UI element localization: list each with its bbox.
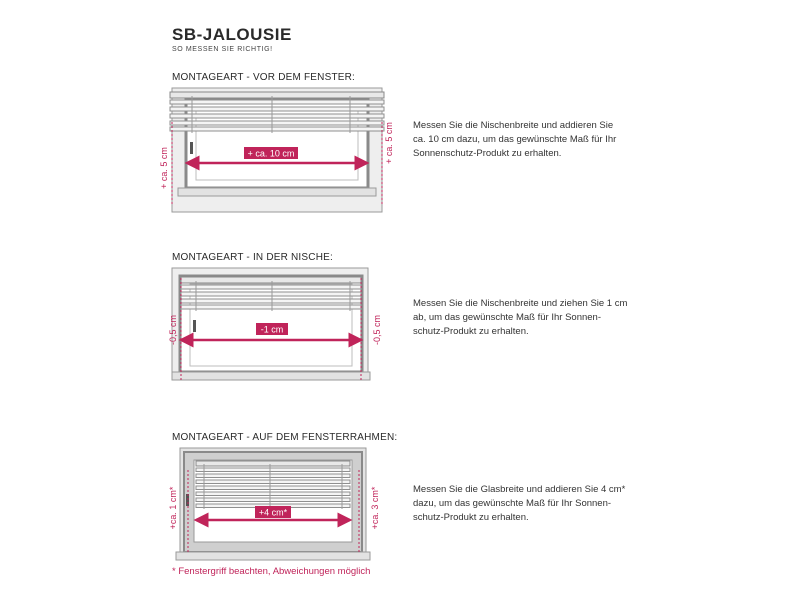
window-sill xyxy=(176,552,370,560)
width-label: -1 cm xyxy=(260,324,284,335)
section-description-1: Messen Sie die Nischenbreite und addieren Sie ca. 10 cm dazu, um das gewünschte Maß für Ihr Sonnenschutz-Produkt zu erhalten. xyxy=(413,120,617,159)
window-sill xyxy=(178,188,376,196)
footnote: * Fenstergriff beachten, Abweichungen möglich xyxy=(172,566,371,577)
section-heading-1: MONTAGEART - VOR DEM FENSTER: xyxy=(172,72,356,83)
window-sill xyxy=(172,372,370,380)
right-deduction-label: -0,5 cm xyxy=(372,314,382,346)
page-subtitle: SO MESSEN SIE RICHTIG! xyxy=(172,46,273,53)
left-offset-label: +ca. 1 cm* xyxy=(168,486,178,530)
left-overhang-label: + ca. 5 cm xyxy=(159,147,169,189)
window-handle-icon xyxy=(193,320,196,332)
section-description-3: Messen Sie die Glasbreite und addieren Sie 4 cm* dazu, um das gewünschte Maß für Ihr Sonnen- schutz-Produkt zu erhalten. xyxy=(413,484,626,523)
blind-slats xyxy=(196,468,350,508)
section-description-2: Messen Sie die Nischenbreite und ziehen Sie 1 cm ab, um das gewünschte Maß für Ihr Sonnen- schutz-Produkt zu erhalten. xyxy=(413,298,628,337)
left-deduction-label: -0,5 cm xyxy=(168,314,178,346)
blind-headrail xyxy=(170,92,384,98)
blind-headrail xyxy=(181,277,361,283)
width-label: + ca. 10 cm xyxy=(247,148,295,159)
diagram-auf-dem-fensterrahmen xyxy=(168,448,380,560)
width-label: +4 cm* xyxy=(258,507,288,518)
diagram-vor-dem-fenster xyxy=(159,88,394,212)
blind-headrail xyxy=(196,461,350,466)
section-heading-3: MONTAGEART - AUF DEM FENSTERRAHMEN: xyxy=(172,432,398,443)
section-heading-2: MONTAGEART - IN DER NISCHE: xyxy=(172,252,333,263)
diagram-in-der-nische xyxy=(168,268,382,380)
right-offset-label: +ca. 3 cm* xyxy=(370,486,380,530)
right-overhang-label: + ca. 5 cm xyxy=(384,122,394,164)
window-handle-icon xyxy=(190,142,193,154)
page-title: SB-JALOUSIE xyxy=(172,25,292,44)
window-pane xyxy=(196,108,358,180)
